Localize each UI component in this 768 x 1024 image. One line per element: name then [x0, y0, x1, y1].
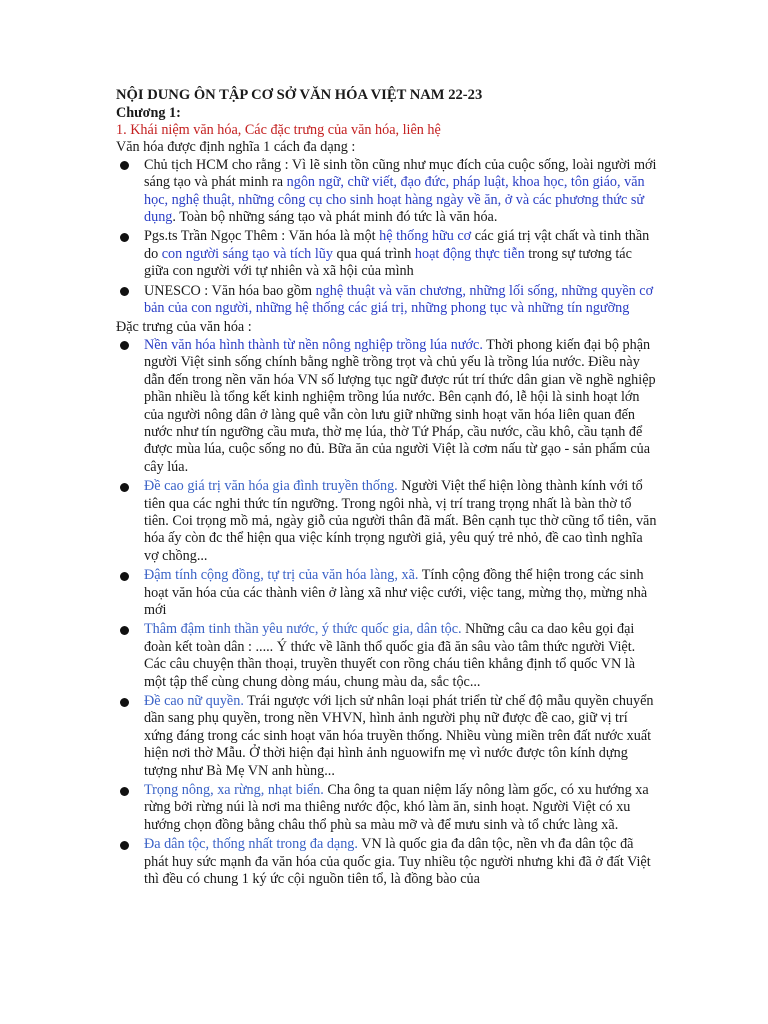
body-text: UNESCO : Văn hóa bao gồm	[144, 282, 316, 299]
highlighted-text: hoạt động thực tiễn	[414, 245, 525, 262]
body-text: Những câu ca dao kêu gọi đại đoàn kết toàn dân : ..... Ý thức về lãnh thổ quốc gia đã ăn sâu vào tâm thức người Việt. Các câu chuyện thần thoại, truyền thuyết con rồng cháu tiên khẳng định tổ quốc VN là một tập thể cùng chung dòng máu, chung màu da, sắc tộc...	[144, 621, 636, 690]
highlighted-text: Nền văn hóa hình thành từ nền nông nghiệp trồng lúa nước.	[144, 336, 483, 353]
body-text: Chủ tịch HCM cho rằng : Vì lẽ sinh tồn cũng như mục đích của cuộc sống, loài người mới sáng tạo và phát minh ra	[144, 156, 657, 191]
body-text: Người Việt thể hiện lòng thành kính với tổ tiên qua các nghi thức tín ngưỡng. Trong ngôi nhà, vị trí trang trọng nhất là bàn thờ tổ tiên. Coi trọng mồ mả, ngày giỗ của người thân đã mất. Bên cạnh tục thờ cũng tổ tiên, văn hóa ấy còn đc thể hiện qua việc kính trọng người giả, yêu quý trẻ nhỏ, đề cao tình nghĩa vợ chồng...	[144, 478, 657, 564]
body-text: Tính cộng đồng thể hiện trong các sinh hoạt văn hóa của các thành viên ở làng xã như việc cưới, việc tang, mừng thọ, mừng nhà mới	[144, 567, 648, 618]
highlighted-text: Thâm đậm tinh thần yêu nước, ý thức quốc gia, dân tộc.	[144, 621, 462, 638]
document-title: NỘI DUNG ÔN TẬP CƠ SỞ VĂN HÓA VIỆT NAM 22-23	[116, 87, 483, 103]
bullet-item	[116, 228, 658, 280]
highlighted-text: ngôn ngữ, chữ viết, đạo đức, pháp luật, khoa học, tôn giáo, văn học, nghệ thuật, những công cụ cho sinh hoạt hàng ngày về ăn, ở và các phương thức sử dụng	[144, 174, 645, 226]
features-list	[116, 337, 658, 889]
highlighted-text: nghệ thuật và văn chương, những lối sống, những quyền cơ bản của con người, những hệ thống các giá trị, những phong tục và những tín ngưỡng	[144, 282, 654, 317]
highlighted-text: Trọng nông, xa rừng, nhạt biển.	[144, 782, 324, 799]
bullet-item	[116, 693, 658, 780]
highlighted-text: Đậm tính cộng đồng, tự trị của văn hóa làng, xã.	[144, 567, 419, 584]
body-text: các giá trị vật chất và tinh thần do	[144, 228, 650, 262]
highlighted-text: Đề cao giá trị văn hóa gia đình truyền thống.	[144, 478, 398, 495]
highlighted-text: Đề cao nữ quyền.	[144, 693, 244, 709]
body-text: trong sự tương tác giữa con người với tự nhiên và xã hội của mình	[144, 245, 632, 280]
bullet-icon	[120, 787, 129, 796]
features-intro: Đặc trưng của văn hóa :	[116, 319, 252, 336]
chapter-heading: Chương 1:	[116, 104, 181, 121]
bullet-item	[116, 337, 658, 476]
bullet-item	[116, 836, 658, 888]
body-text: Thời phong kiến đại bộ phận người Việt sinh sống chính bằng nghề trồng trọt và chủ yếu là trồng lúa nước. Điều này dẫn đến trong nền văn hóa VN số lượng tục ngữ được rút trí thức dân gian về nghề nghiệp phần nhiều là tổng kết kinh nghiệm trồng lúa nước. Bên cạnh đó, lễ hội là sinh hoạt lớn của người nông dân ở làng quê vẫn còn lưu giữ những sinh hoạt văn hóa liên quan đến nước như tín ngưỡng cầu mưa, thờ mẹ lúa, thờ Tứ Pháp, cầu nước, cầu khô, cầu tạnh để được mùa lúa, cuộc sống no đủ. Bữa ăn của người Việt là cơm nấu từ gạo - sản phẩm của cây lúa.	[144, 336, 656, 475]
bullet-icon	[120, 287, 129, 296]
bullet-item	[116, 567, 658, 619]
bullet-item	[116, 782, 658, 834]
body-text: Pgs.ts Trần Ngọc Thêm : Văn hóa là một	[144, 228, 380, 245]
body-text: . Toàn bộ những sáng tạo và phát minh đó tức là văn hóa.	[172, 209, 498, 226]
bullet-icon	[120, 341, 129, 350]
bullet-icon	[120, 698, 129, 707]
bullet-icon	[120, 841, 129, 850]
bullet-icon	[120, 233, 129, 242]
section-heading: 1. Khái niệm văn hóa, Các đặc trưng của văn hóa, liên hệ	[116, 122, 441, 138]
body-text: qua quá trình	[332, 245, 415, 262]
definition-intro: Văn hóa được định nghĩa 1 cách đa dạng :	[116, 139, 356, 156]
body-text: Trái ngược với lịch sử nhân loại phát triển từ chế độ mẫu quyền chuyển dần sang phụ quyền, trong nền VHVN, hình ảnh người phụ nữ được đề cao, giữ vị trí xứng đáng trong các sinh hoạt văn hóa truyền thống. Nhiều vùng miền trên đất nước xuất hiện nơi thờ Mẫu. Ở thời hiện đại hình ảnh nguowifn mẹ vì nước được tôn kính dựng tượng như Bà Mẹ VN anh hùng...	[144, 693, 654, 779]
definition-list	[116, 157, 658, 318]
bullet-icon	[120, 626, 129, 635]
bullet-item	[116, 157, 658, 227]
body-text: VN là quốc gia đa dân tộc, nền vh đa dân tộc đã phát huy sức mạnh đa văn hóa của quốc gia. Tuy nhiều tộc người nhưng khi đã ở đất Việt thì đều có chung 1 ký ức cội nguồn tiên tổ, là đồng bào của	[144, 836, 651, 888]
bullet-icon	[120, 161, 129, 170]
bullet-icon	[120, 572, 129, 581]
highlighted-text: hệ thống hữu cơ	[379, 228, 472, 245]
bullet-item	[116, 283, 658, 318]
bullet-item	[116, 478, 658, 565]
bullet-icon	[120, 483, 129, 492]
bullet-item	[116, 621, 658, 691]
highlighted-text: Đa dân tộc, thống nhất trong đa dạng.	[144, 836, 358, 853]
body-text: Cha ông ta quan niệm lấy nông làm gốc, có xu hướng xa rừng bởi rừng núi là nơi ma thiêng nước độc, khó làm ăn, sinh hoạt. Người Việt có xu hướng chọn đồng bằng châu thổ phù sa màu mỡ và để mưu sinh và tổ chức làng xã.	[144, 782, 649, 833]
highlighted-text: con người sáng tạo và tích lũy	[161, 245, 333, 262]
